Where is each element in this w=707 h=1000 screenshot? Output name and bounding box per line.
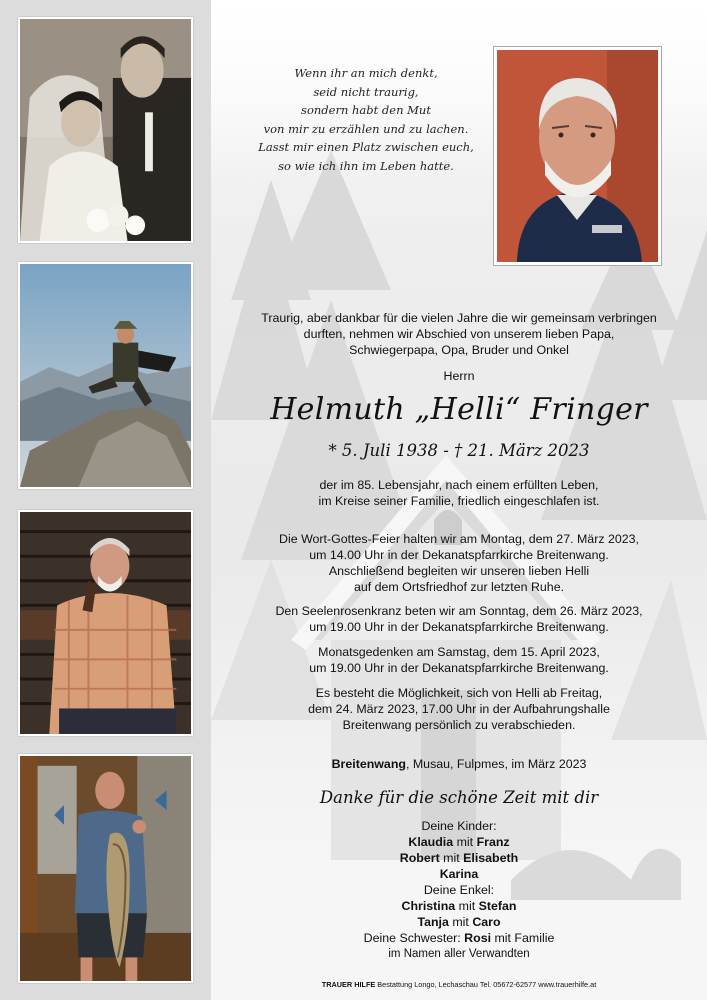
footer-brand: TRAUER HILFE: [321, 980, 376, 989]
portrait-photo: [494, 47, 661, 265]
member-conj: mit: [439, 851, 464, 865]
quote-line: Lasst mir einen Platz zwischen euch,: [258, 140, 474, 154]
monthly-line: um 19.00 Uhr in der Dekanatspfarrkirche Breitenwang.: [309, 661, 609, 675]
member-conj: mit: [448, 915, 473, 929]
intro-text: [211, 310, 707, 358]
monthly-text: [211, 644, 707, 676]
footer: [211, 980, 707, 989]
family-list: [211, 818, 707, 962]
intro-line: Schwiegerpapa, Opa, Bruder und Onkel: [349, 343, 569, 357]
pipe-photo: [18, 510, 193, 736]
service-text: [211, 531, 707, 595]
quote-line: sondern habt den Mut: [301, 103, 431, 117]
member-name: Karina: [439, 867, 479, 881]
thanks-line: Danke für die schöne Zeit mit dir: [319, 788, 599, 807]
mountain-photo: [18, 262, 193, 489]
family-member: [211, 914, 707, 930]
member-conj: mit: [455, 899, 479, 913]
memorial-quote: [241, 64, 491, 175]
passing-line: im Kreise seiner Familie, friedlich eingeschlafen ist.: [318, 494, 600, 508]
member-partner: Franz: [476, 835, 510, 849]
member-partner: Caro: [472, 915, 501, 929]
viewing-line: Breitenwang persönlich zu verabschieden.: [342, 718, 576, 732]
service-line: auf dem Ortsfriedhof zur letzten Ruhe.: [353, 580, 565, 594]
place-date: [211, 756, 707, 772]
salutation: Herrn: [443, 369, 475, 383]
service-line: Die Wort-Gottes-Feier halten wir am Montag, dem 27. März 2023,: [279, 532, 639, 546]
obituary-main: [211, 0, 707, 1000]
service-line: Anschließend begleiten wir unseren lieben Helli: [328, 564, 590, 578]
footer-text: Bestattung Longo, Lechaschau Tel. 05672-62577 www.trauerhilfe.at: [375, 980, 597, 989]
family-member: [211, 834, 707, 850]
family-member: [211, 866, 707, 882]
sister-line: [211, 930, 707, 946]
life-dates: * 5. Juli 1938 - † 21. März 2023: [328, 441, 590, 460]
relatives-line: im Namen aller Verwandten: [388, 948, 530, 960]
member-name: Tanja: [417, 915, 449, 929]
sister-prefix: Deine Schwester:: [363, 931, 465, 945]
fish-photo: [18, 754, 193, 983]
member-partner: Stefan: [478, 899, 517, 913]
monthly-line: Monatsgedenken am Samstag, dem 15. April 2023,: [318, 645, 600, 659]
intro-line: Traurig, aber dankbar für die vielen Jahre die wir gemeinsam verbringen: [261, 311, 657, 325]
photo-sidebar: [0, 0, 211, 1000]
passing-line: der im 85. Lebensjahr, nach einem erfüllten Leben,: [319, 478, 599, 492]
rosary-line: um 19.00 Uhr in der Dekanatspfarrkirche Breitenwang.: [309, 620, 609, 634]
grandchildren-heading: Deine Enkel:: [423, 883, 495, 897]
quote-line: Wenn ihr an mich denkt,: [294, 66, 438, 80]
viewing-line: dem 24. März 2023, 17.00 Uhr in der Aufbahrungshalle: [308, 702, 610, 716]
passing-text: [211, 477, 707, 509]
quote-line: von mir zu erzählen und zu lachen.: [263, 121, 469, 136]
family-member: [211, 898, 707, 914]
place-rest: , Musau, Fulpmes, im März 2023: [405, 757, 587, 771]
children-heading: Deine Kinder:: [421, 819, 497, 833]
family-member: [211, 850, 707, 866]
wedding-photo: [18, 17, 193, 243]
member-partner: Elisabeth: [463, 851, 519, 865]
quote-line: so wie ich ihn im Leben hatte.: [278, 158, 454, 173]
sister-suffix: mit Familie: [491, 931, 555, 945]
sister-name: Rosi: [464, 931, 492, 945]
viewing-text: [211, 685, 707, 733]
member-name: Robert: [399, 851, 440, 865]
deceased-name: Helmuth „Helli“ Fringer: [270, 392, 648, 427]
place-bold: Breitenwang: [331, 757, 406, 771]
viewing-line: Es besteht die Möglichkeit, sich von Helli ab Freitag,: [315, 686, 603, 700]
member-name: Klaudia: [408, 835, 454, 849]
intro-line: durften, nehmen wir Abschied von unserem lieben Papa,: [303, 327, 615, 341]
rosary-text: [211, 603, 707, 635]
quote-line: seid nicht traurig,: [313, 84, 419, 99]
rosary-line: Den Seelenrosenkranz beten wir am Sonntag, dem 26. März 2023,: [275, 604, 643, 618]
service-line: um 14.00 Uhr in der Dekanatspfarrkirche Breitenwang.: [309, 548, 609, 562]
member-name: Christina: [401, 899, 456, 913]
member-conj: mit: [453, 835, 477, 849]
